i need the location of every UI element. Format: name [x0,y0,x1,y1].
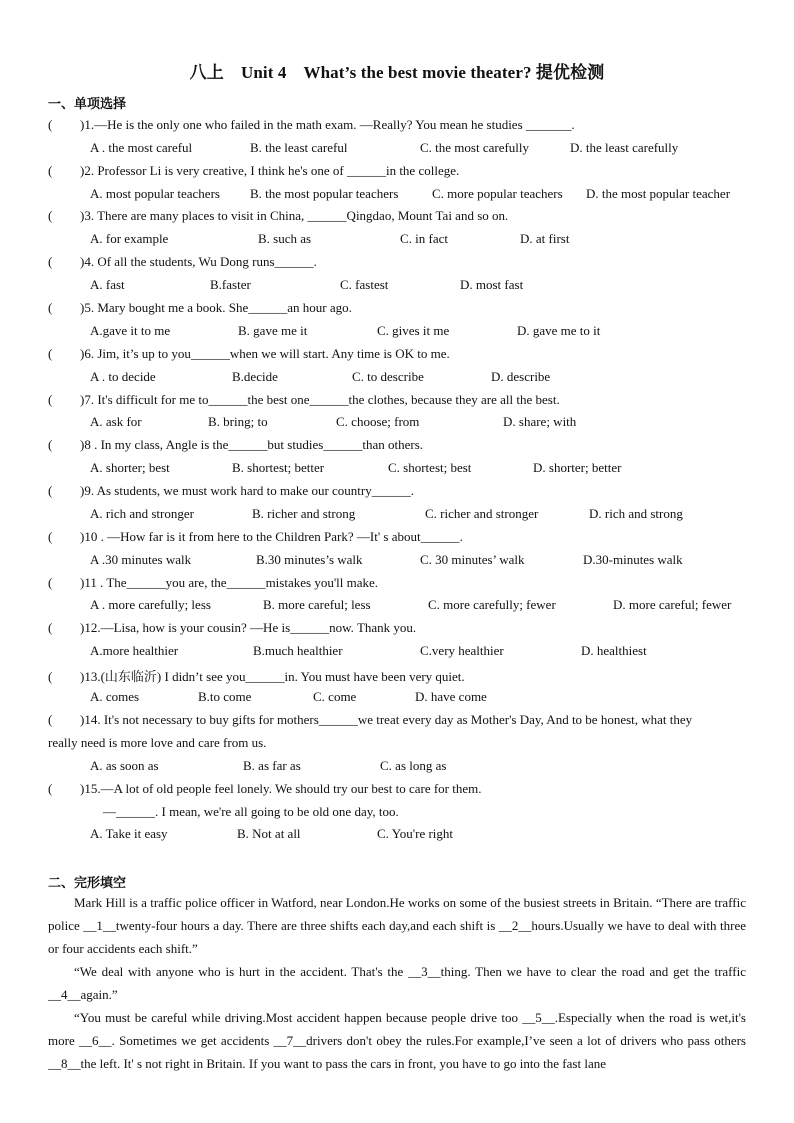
question-7-stem [48,392,560,408]
question-text: )2. Professor Li is very creative, I think he's one of ______in the college. [80,163,460,178]
answer-blank: ( [48,483,53,498]
question-text: )1.—He is the only one who failed in the math exam. —Really? You mean he studies _______. [80,117,575,132]
question-13-option-b: B.to come [198,689,252,704]
question-3-option-b: B. such as [258,231,312,246]
question-13-option-d: D. have come [415,689,487,704]
question-14-option-b: B. as far as [243,758,301,773]
question-5-option-d: D. gave me to it [517,323,601,338]
question-11-option-a: A . more carefully; less [90,597,211,612]
answer-blank: ( [48,300,53,315]
question-text: )9. As students, we must work hard to make our country______. [80,483,414,498]
answer-blank: ( [48,620,53,635]
question-5-stem [48,300,352,316]
answer-blank: ( [48,781,53,796]
question-14-option-c: C. as long as [380,758,447,773]
question-1-option-b: B. the least careful [250,140,348,155]
question-7-option-b: B. bring; to [208,414,268,429]
question-11-option-c: C. more carefully; fewer [428,597,556,612]
question-1-option-d: D. the least carefully [570,140,679,155]
question-14-stem [48,712,692,728]
question-8-option-a: A. shorter; best [90,460,170,475]
question-11-stem [48,575,378,591]
question-7-option-a: A. ask for [90,414,142,429]
question-text: )12.—Lisa, how is your cousin? —He is______now. Thank you. [80,620,417,635]
question-1-option-c: C. the most carefully [420,140,530,155]
answer-blank: ( [48,117,53,132]
answer-blank: ( [48,669,53,684]
question-4-option-b: B.faster [210,277,251,292]
answer-blank: ( [48,712,53,727]
question-10-stem [48,529,463,545]
question-12-option-b: B.much healthier [253,643,343,658]
question-6-stem [48,346,450,362]
question-13-option-c: C. come [313,689,357,704]
question-10-option-d: D.30-minutes walk [583,552,683,567]
question-6-option-a: A . to decide [90,369,156,384]
question-12-option-a: A.more healthier [90,643,179,658]
question-10-option-b: B.30 minutes’s walk [256,552,363,567]
question-4-option-c: C. fastest [340,277,389,292]
passage-paragraph-2: “We deal with anyone who is hurt in the accident. That's the __3__thing. Then we have to clear the road and get the traffic __4__again.” [48,964,746,1002]
question-text: )15.—A lot of old people feel lonely. We should try our best to care for them. [80,781,482,796]
question-12-option-d: D. healthiest [581,643,647,658]
question-8-option-c: C. shortest; best [388,460,472,475]
question-1-stem [48,117,575,133]
question-3-option-d: D. at first [520,231,570,246]
question-15-stem [48,781,482,797]
question-2-stem [48,163,459,179]
question-11-option-b: B. more careful; less [263,597,371,612]
question-text: )10 . —How far is it from here to the Children Park? —It' s about______. [80,529,463,544]
question-8-stem [48,437,423,453]
question-10-option-c: C. 30 minutes’ walk [420,552,525,567]
answer-blank: ( [48,163,53,178]
question-14-continuation: really need is more love and care from us. [48,735,267,750]
question-7-option-d: D. share; with [503,414,577,429]
question-5-option-c: C. gives it me [377,323,450,338]
question-text: )5. Mary bought me a book. She______an hour ago. [80,300,352,315]
section-heading-cloze: 二、完形填空 [48,876,127,891]
question-12-option-c: C.very healthier [420,643,504,658]
question-13-option-a: A. comes [90,689,140,704]
answer-blank: ( [48,529,53,544]
question-15-option-b: B. Not at all [237,826,301,841]
question-12-stem [48,620,416,636]
question-text: )14. It's not necessary to buy gifts for mothers______we treat every day as Mother's Day, And to be honest, what they [80,712,693,727]
passage-paragraph-1: Mark Hill is a traffic police officer in Watford, near London.He works on some of the busiest streets in Britain. “There are traffic police __1__twenty-four hours a day. There are three shifts each day,and each shift is __2__hours.Usually we have to deal with three or four accidents each shift.” [48,895,746,956]
question-3-option-a: A. for example [90,231,169,246]
question-6-option-b: B.decide [232,369,278,384]
question-2-option-a: A. most popular teachers [90,186,220,201]
question-8-option-b: B. shortest; better [232,460,325,475]
question-5-option-b: B. gave me it [238,323,308,338]
question-8-option-d: D. shorter; better [533,460,622,475]
answer-blank: ( [48,208,53,223]
question-9-option-b: B. richer and strong [252,506,356,521]
question-9-option-d: D. rich and strong [589,506,683,521]
question-text: )8 . In my class, Angle is the______but studies______than others. [80,437,424,452]
answer-blank: ( [48,437,53,452]
answer-blank: ( [48,575,53,590]
question-6-option-c: C. to describe [352,369,424,384]
question-5-option-a: A.gave it to me [90,323,171,338]
answer-blank: ( [48,254,53,269]
question-4-option-a: A. fast [90,277,125,292]
question-text: )6. Jim, it’s up to you______when we will start. Any time is OK to me. [80,346,450,361]
question-2-option-c: C. more popular teachers [432,186,563,201]
question-text: )11 . The______you are, the______mistakes you'll make. [80,575,379,590]
question-1-option-a: A . the most careful [90,140,193,155]
question-9-stem [48,483,414,499]
page-title: 八上 Unit 4 What’s the best movie theater? 提优检测 [189,63,605,82]
question-15-option-a: A. Take it easy [90,826,168,841]
question-15-continuation: —______. I mean, we're all going to be old one day, too. [103,804,399,819]
question-text: )13.(山东临沂) I didn’t see you______in. You must have been very quiet. [80,669,465,684]
question-13-stem [48,666,465,685]
question-3-stem [48,208,508,224]
question-text: )3. There are many places to visit in China, ______Qingdao, Mount Tai and so on. [80,208,509,223]
question-6-option-d: D. describe [491,369,551,384]
question-14-option-a: A. as soon as [90,758,159,773]
question-7-option-c: C. choose; from [336,414,420,429]
question-2-option-d: D. the most popular teacher [586,186,731,201]
question-10-option-a: A .30 minutes walk [90,552,192,567]
question-9-option-a: A. rich and stronger [90,506,194,521]
answer-blank: ( [48,346,53,361]
question-15-option-c: C. You're right [377,826,454,841]
question-3-option-c: C. in fact [400,231,449,246]
section-heading-single-choice: 一、单项选择 [48,97,127,112]
question-11-option-d: D. more careful; fewer [613,597,732,612]
question-4-stem [48,254,317,270]
passage-paragraph-3: “You must be careful while driving.Most accident happen because people drive too __5__.Especially when the road is wet,it's more __6__. Sometimes we get accidents __7__drivers don't obey the rules.For example,I’ve seen a lot of drivers who pass others __8__the left. It' s not right in Britain. If you want to pass the cars in front, you have to go into the fast lane [48,1010,746,1071]
question-text: )4. Of all the students, Wu Dong runs______. [80,254,317,269]
question-2-option-b: B. the most popular teachers [250,186,399,201]
question-text: )7. It's difficult for me to______the best one______the clothes, because they are all the best. [80,392,560,407]
answer-blank: ( [48,392,53,407]
question-9-option-c: C. richer and stronger [425,506,539,521]
question-4-option-d: D. most fast [460,277,524,292]
